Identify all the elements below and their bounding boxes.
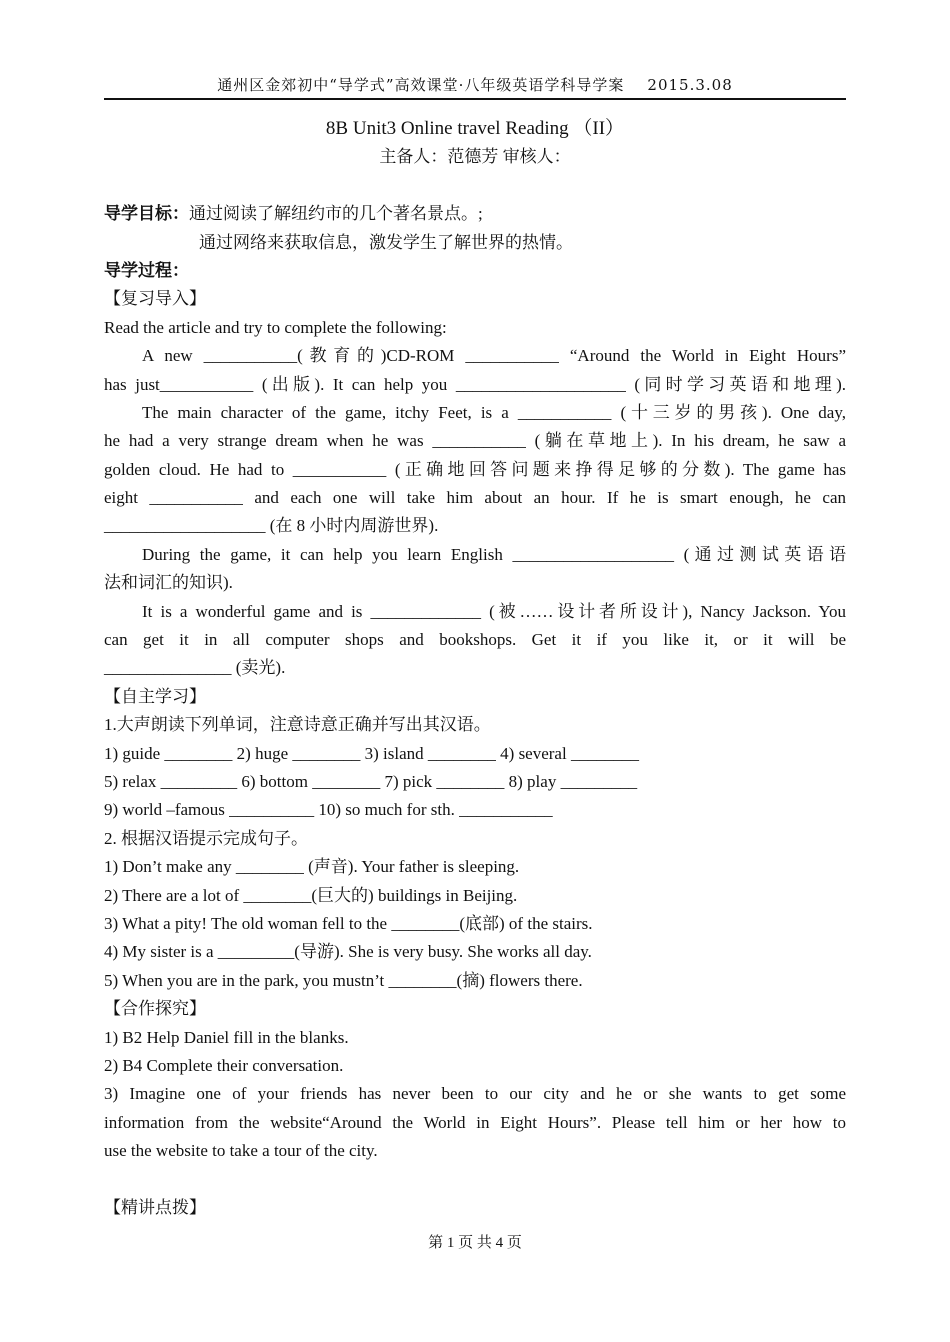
goal-2: 通过网络来获取信息，激发学生了解世界的热情。 bbox=[199, 232, 573, 252]
sentence-item: 2) There are a lot of ________(巨大的) buildings in Beijing. bbox=[104, 885, 518, 905]
cooperation-item: 3) Imagine one of your friends has never been to our city and he or she wants to get some bbox=[104, 1084, 846, 1104]
review-line: The main character of the game, itchy Feet, is a ___________ (十三岁的男孩). One day, bbox=[142, 402, 846, 422]
review-line: ___________________ (在 8 小时内周游世界). bbox=[104, 516, 439, 536]
word-list-line: 5) relax _________ 6) bottom ________ 7) pick ________ 8) play _________ bbox=[104, 771, 638, 791]
review-instruction: Read the article and try to complete the following: bbox=[104, 317, 447, 337]
review-heading: 【复习导入】 bbox=[104, 289, 206, 309]
document-title: 8B Unit3 Online travel Reading （II） bbox=[325, 118, 625, 139]
review-line: golden cloud. He had to ___________ (正确地回答问题来挣得足够的分数). The game has bbox=[104, 459, 846, 479]
review-line: _______________ (卖光). bbox=[104, 658, 286, 678]
sentence-item: 5) When you are in the park, you mustn’t ________(摘) flowers there. bbox=[104, 970, 583, 990]
word-list-line: 9) world –famous __________ 10) so much for sth. ___________ bbox=[104, 800, 553, 820]
review-line: he had a very strange dream when he was ___________ (躺在草地上). In his dream, he saw a bbox=[104, 431, 846, 451]
process-label: 导学过程： bbox=[104, 260, 189, 280]
cooperation-item: information from the website“Around the World in Eight Hours”. Please tell him or her how to bbox=[104, 1112, 846, 1132]
word-list-line: 1) guide ________ 2) huge ________ 3) island ________ 4) several ________ bbox=[104, 743, 639, 763]
goals-line-1 bbox=[104, 200, 846, 228]
goal-1: 通过阅读了解纽约市的几个著名景点。; bbox=[189, 204, 483, 224]
preparers-line: 主备人：范德芳 审核人： bbox=[379, 147, 571, 167]
review-line: 法和词汇的知识). bbox=[104, 573, 233, 593]
review-line: During the game, it can help you learn English ___________________ (通过测试英语语 bbox=[142, 544, 846, 564]
sentence-item: 3) What a pity! The old woman fell to the ________(底部) of the stairs. bbox=[104, 913, 593, 933]
cooperation-heading: 【合作探究】 bbox=[104, 999, 206, 1019]
cooperation-item: 2) B4 Complete their conversation. bbox=[104, 1055, 344, 1075]
review-line: A new ___________(教育的)CD-ROM ___________ “Around the World in Eight Hours” bbox=[142, 346, 846, 366]
review-line: has just___________ (出版). It can help you ____________________ (同时学习英语和地理). bbox=[104, 374, 846, 394]
sentence-item: 1) Don’t make any ________ (声音). Your father is sleeping. bbox=[104, 857, 520, 877]
cooperation-item: use the website to take a tour of the city. bbox=[104, 1141, 378, 1161]
page-content bbox=[104, 115, 846, 1222]
review-line: It is a wonderful game and is _____________ (被……设计者所设计), Nancy Jackson. You bbox=[142, 601, 846, 621]
review-line: eight ___________ and each one will take him about an hour. If he is smart enough, he can bbox=[104, 488, 846, 508]
self-study-part2-title: 2. 根据汉语提示完成句子。 bbox=[104, 828, 308, 848]
goals-label: 导学目标： bbox=[104, 204, 189, 224]
page-footer: 第 1 页 共 4 页 bbox=[428, 1235, 522, 1251]
self-study-heading: 【自主学习】 bbox=[104, 686, 206, 706]
self-study-part1-title: 1.大声朗读下列单词，注意诗意正确并写出其汉语。 bbox=[104, 715, 491, 735]
review-line: can get it in all computer shops and bookshops. Get it if you like it, or it will be bbox=[104, 630, 846, 650]
sentence-item: 4) My sister is a _________(导游). She is very busy. She works all day. bbox=[104, 942, 592, 962]
cooperation-item: 1) B2 Help Daniel fill in the blanks. bbox=[104, 1027, 349, 1047]
page-header: 通州区金郊初中“导学式”高效课堂·八年级英语学科导学案 2015.3.08 bbox=[104, 74, 846, 100]
explain-heading: 【精讲点拨】 bbox=[104, 1197, 206, 1217]
